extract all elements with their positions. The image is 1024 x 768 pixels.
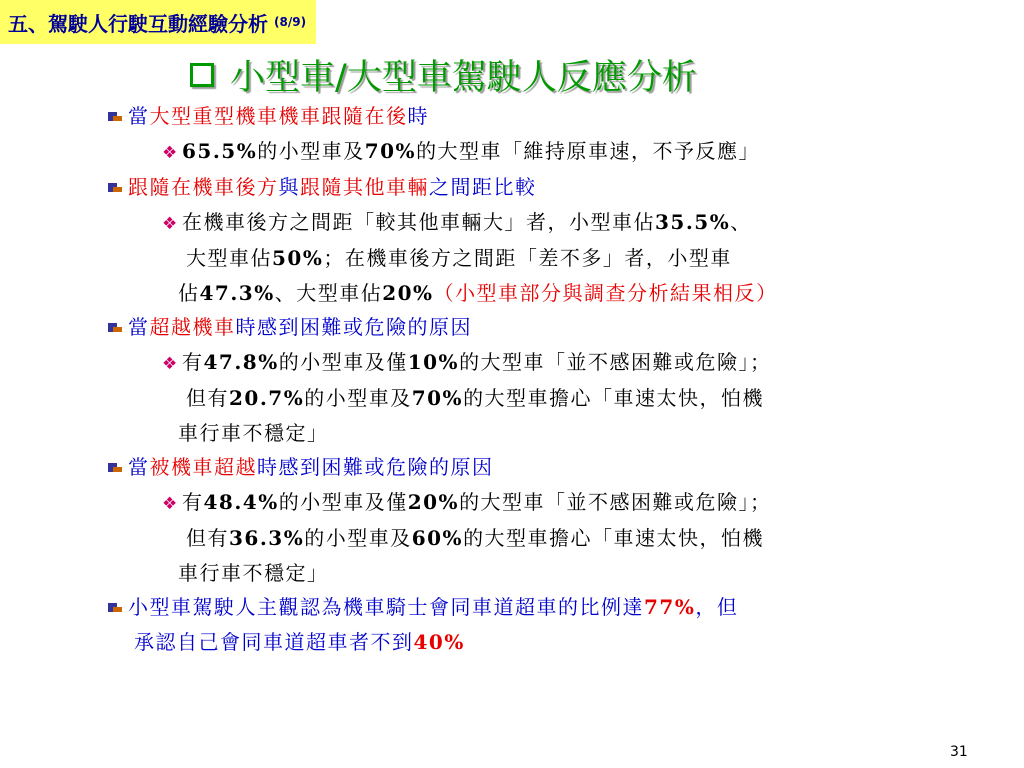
text-run: 時: [407, 104, 429, 128]
sub-bullet-continuation: [108, 521, 988, 556]
page-number: 31: [950, 744, 968, 760]
bullet-continuation: [108, 625, 988, 660]
text-run: 大型車佔: [186, 246, 272, 270]
diamond-bullet-icon: ❖: [162, 493, 179, 514]
text-run: 車行車不穩定」: [178, 560, 329, 585]
bullet-line: [108, 450, 988, 485]
text-run: 被機車超越: [149, 455, 257, 479]
text-run: 與: [278, 175, 300, 199]
text-run: 在機車後方之間距「較其他車輛大」者，小型車佔: [182, 209, 655, 234]
text-run: 的大型車「維持原車速，不予反應」: [416, 138, 761, 163]
text-run: 70%: [411, 386, 464, 410]
sub-bullet-line: [108, 134, 988, 171]
text-run: 車行車不穩定」: [178, 420, 329, 445]
text-run: 48.4%: [203, 489, 279, 514]
text-run: 60%: [411, 526, 464, 550]
text-run: 20%: [407, 489, 460, 514]
text-run: 50%: [272, 246, 324, 270]
text-run: 10%: [407, 349, 460, 374]
text-run: 時感到困難或危險的原因: [235, 315, 472, 339]
sub-bullet-continuation: [108, 381, 988, 416]
text-run: 40%: [413, 629, 465, 654]
text-run: 、: [730, 209, 752, 234]
square-bullet-icon: [108, 321, 122, 335]
text-run: 之間距比較: [429, 175, 537, 199]
text-run: 77%: [644, 595, 696, 619]
text-run: 承認自己會同車道超車者不到: [134, 629, 414, 654]
sub-bullet-continuation: [108, 556, 988, 591]
text-run: 的大型車「並不感困難或危險」；: [459, 489, 772, 514]
title-text: 小型車/大型車駕駛人反應分析: [230, 58, 697, 98]
text-run: 超越機車: [149, 315, 236, 339]
text-run: 的大型車「並不感困難或危險」；: [459, 349, 772, 374]
section-label: 五、駕駛人行駛互動經驗分析: [8, 11, 268, 36]
sub-bullet-line: [108, 205, 988, 242]
text-run: ；在機車後方之間距「差不多」者，小型車: [323, 246, 732, 270]
square-bullet-icon: [108, 601, 122, 615]
square-bullet-icon: [108, 461, 122, 475]
text-run: 36.3%: [229, 526, 305, 550]
section-tag: [0, 0, 316, 44]
text-run: 35.5%: [655, 209, 731, 234]
bullet-line: [108, 310, 988, 345]
sub-bullet-continuation: [108, 416, 988, 451]
sub-bullet-continuation: [108, 276, 988, 311]
text-run: 20%: [382, 280, 434, 305]
text-run: 佔: [178, 280, 200, 305]
text-run: 跟隨其他車輛: [300, 175, 429, 199]
text-run: 但有: [186, 526, 229, 550]
text-run: 47.3%: [199, 280, 275, 305]
text-run: 的小型車及: [304, 386, 412, 410]
text-run: 的小型車及: [257, 138, 365, 163]
text-run: 47.8%: [203, 349, 279, 374]
sub-bullet-line: [108, 345, 988, 382]
text-run: （: [433, 280, 456, 305]
text-run: 有: [182, 349, 204, 374]
text-run: 的小型車及: [304, 526, 412, 550]
diamond-bullet-icon: ❖: [162, 142, 179, 163]
text-run: 的大型車擔心「車速太快，怕機: [463, 386, 765, 410]
text-run: 當: [128, 455, 150, 479]
text-run: 當: [128, 104, 150, 128]
diamond-bullet-icon: ❖: [162, 353, 179, 374]
text-run: 小型車駕駛人主觀認為機車騎士會同車道超車的比例達: [128, 595, 644, 619]
text-run: 65.5%: [182, 138, 258, 163]
slide-content: [108, 99, 988, 659]
text-run: 、大型車佔: [274, 280, 383, 305]
sub-bullet-line: [108, 485, 988, 522]
bullet-line: [108, 590, 988, 625]
text-run: 大型重型機車機車跟隨在後: [149, 104, 408, 128]
text-run: 時感到困難或危險的原因: [257, 455, 494, 479]
diamond-bullet-icon: ❖: [162, 213, 179, 234]
bullet-line: [108, 170, 988, 205]
text-run: 20.7%: [229, 386, 305, 410]
slide-title: [190, 50, 697, 100]
square-bullet-icon: [108, 110, 122, 124]
text-run: 跟隨在機車後方: [128, 175, 279, 199]
text-run: 70%: [364, 138, 417, 163]
section-page: (8/9): [274, 15, 307, 29]
text-run: 當: [128, 315, 150, 339]
text-run: 小型車部分與調查分析結果相反: [455, 280, 757, 305]
text-run: 的小型車及僅: [278, 489, 408, 514]
text-run: 的大型車擔心「車速太快，怕機: [463, 526, 765, 550]
text-run: ）: [756, 280, 778, 305]
square-bullet-icon: [108, 181, 122, 195]
text-run: 有: [182, 489, 204, 514]
sub-bullet-continuation: [108, 241, 988, 276]
bullet-line: [108, 99, 988, 134]
checkbox-icon: [190, 63, 214, 87]
text-run: ，但: [695, 595, 739, 619]
text-run: 的小型車及僅: [278, 349, 408, 374]
text-run: 但有: [186, 386, 229, 410]
